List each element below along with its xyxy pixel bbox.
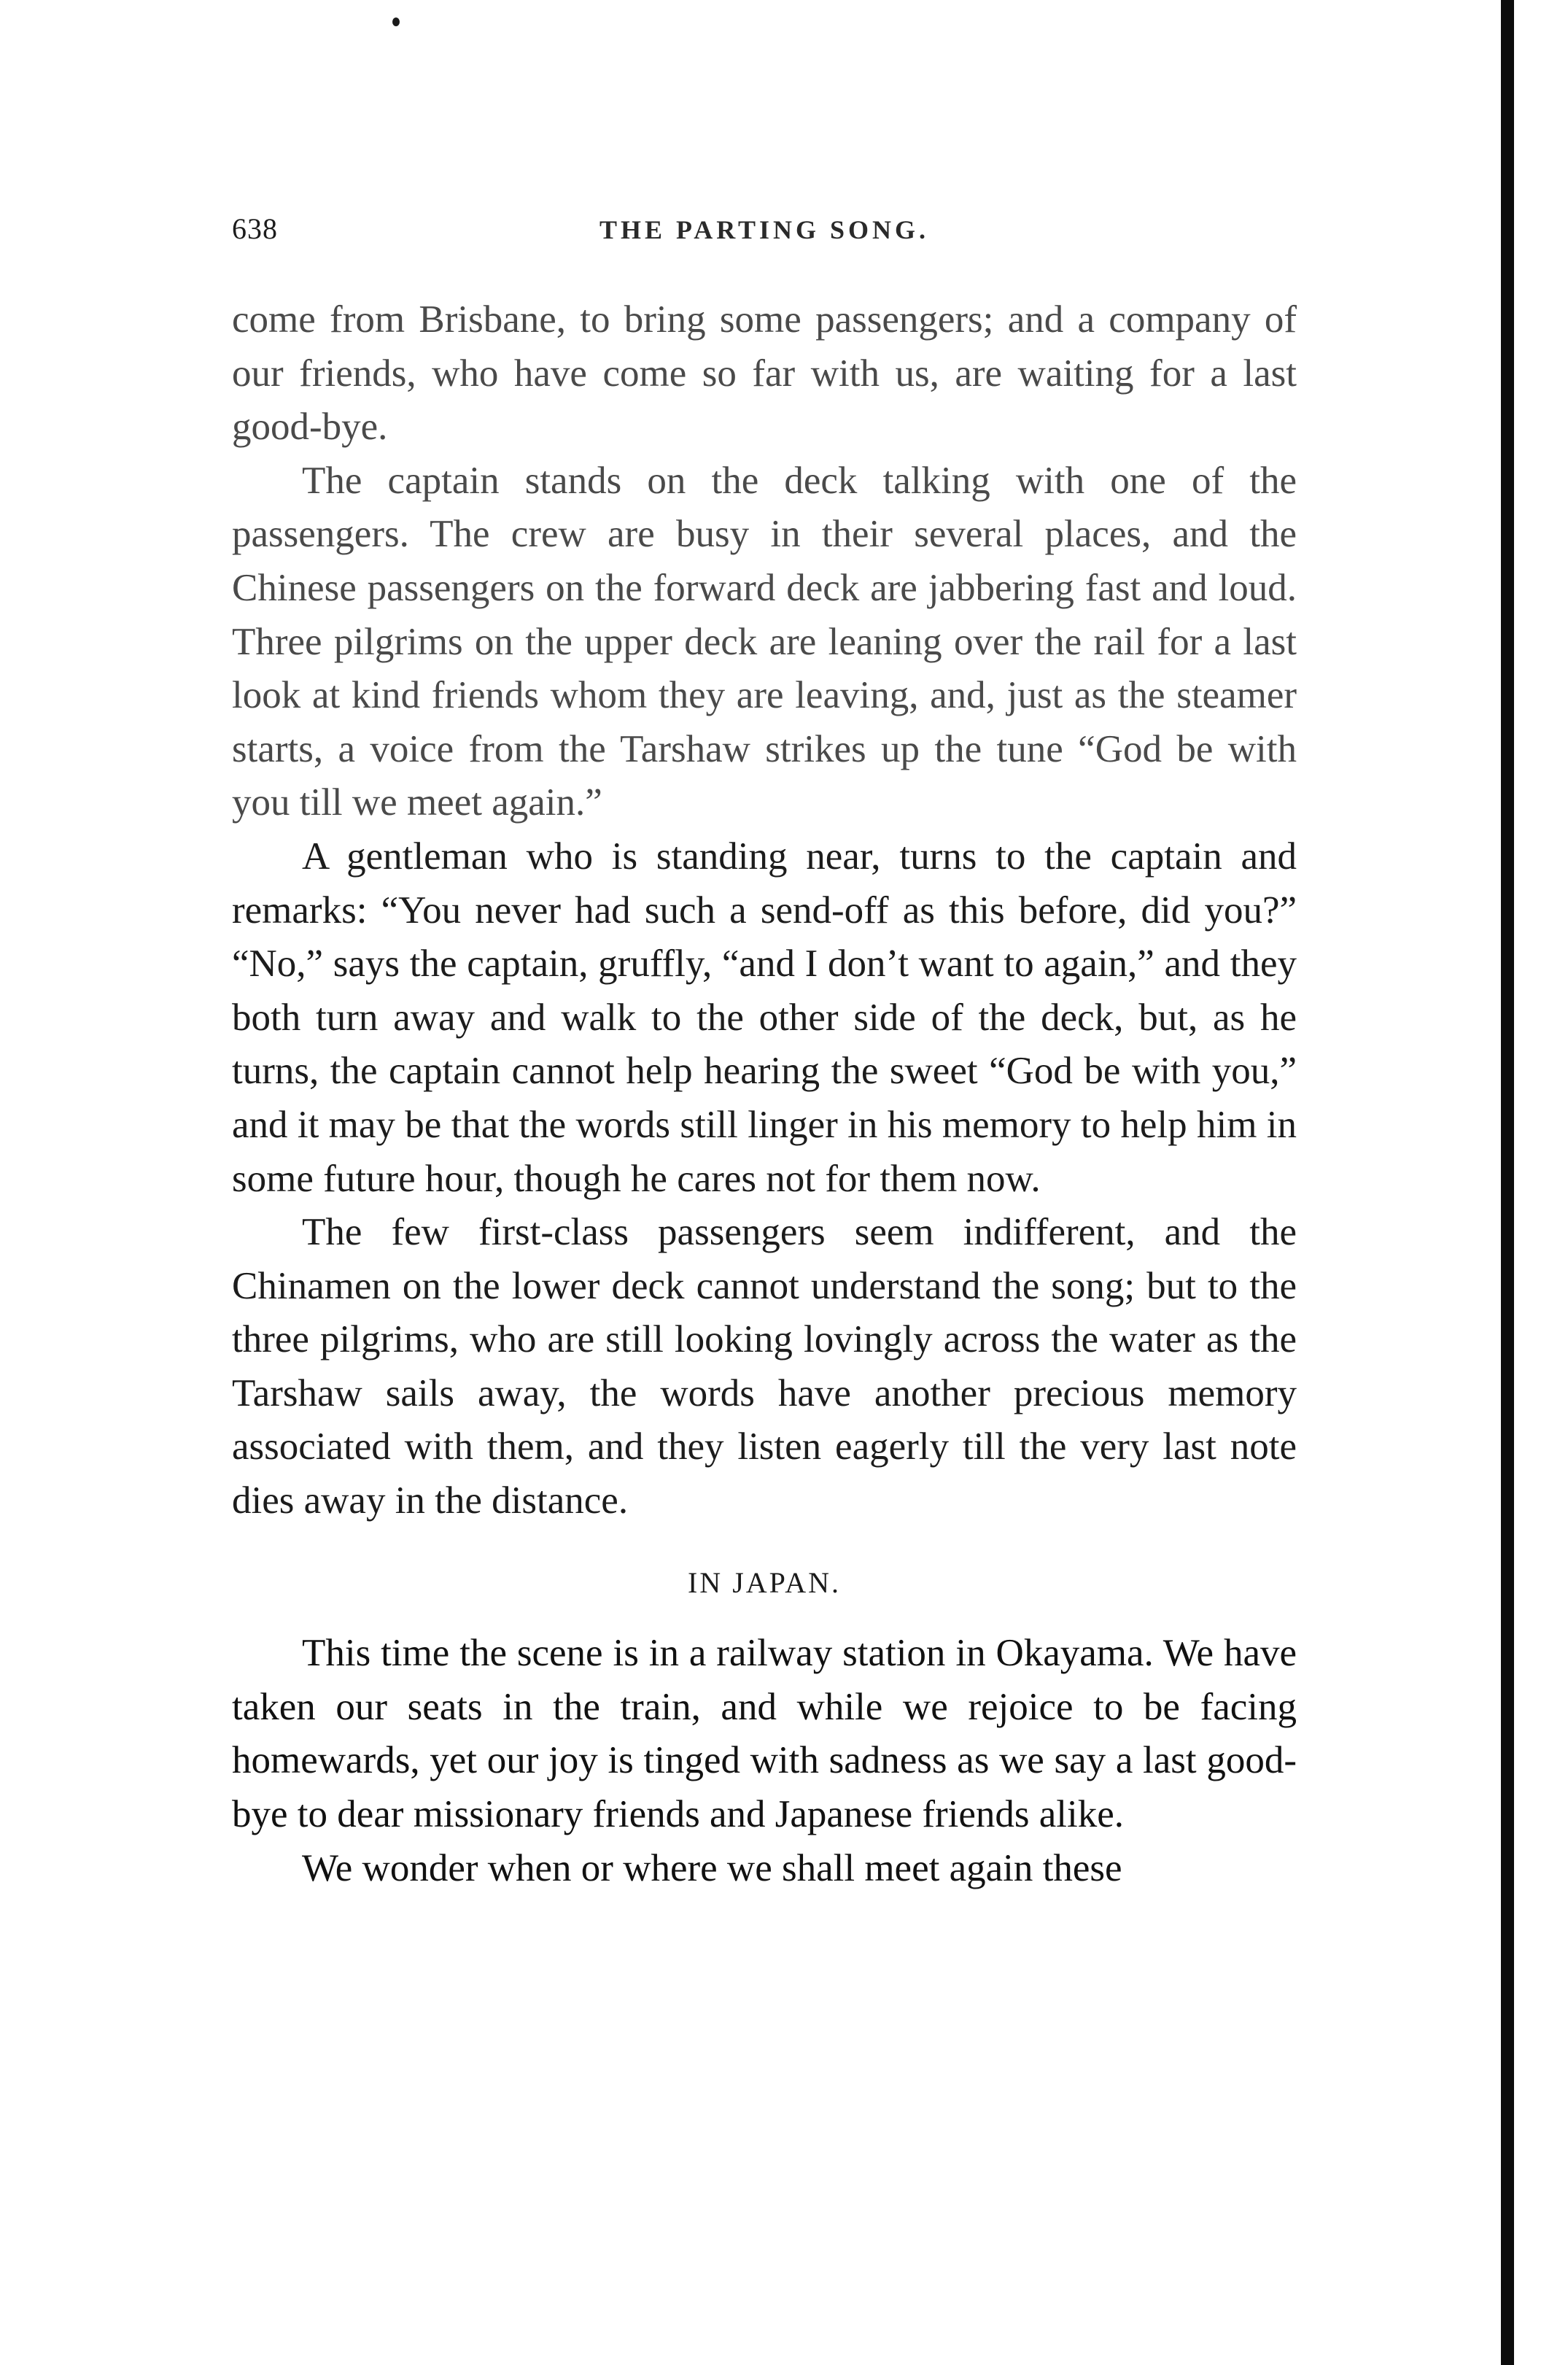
body-text bbox=[232, 293, 1297, 1895]
paragraph-gentleman-remarks: A gentleman who is standing near, turns to the captain and remarks: “You never had such a send-off as this before, did you?” “No,” says the captain, gruffly, “and I don’t want to again,” and they both turn away and walk to the other side of the deck, but, as he turns, the captain cannot help hearing the sweet “God be with you,” and it may be that the words still linger in his memory to help him in some future hour, though he cares not for them now. bbox=[232, 835, 1297, 1200]
section-heading-in-japan: IN JAPAN. bbox=[687, 1565, 841, 1599]
page-edge-shadow bbox=[1501, 0, 1514, 2365]
ink-speck bbox=[392, 18, 400, 26]
adjacent-page-margin bbox=[1514, 0, 1568, 2365]
running-head: THE PARTING SONG. bbox=[599, 215, 930, 244]
page-number: 638 bbox=[232, 212, 278, 245]
paragraph-wonder: We wonder when or where we shall meet again these bbox=[302, 1846, 1122, 1889]
book-page bbox=[232, 212, 1297, 1895]
paragraph-first-class: The few first-class passengers seem indifferent, and the Chinamen on the lower deck cannot understand the song; but to the three pilgrims, who are still looking lovingly across the water as the Tarshaw sails away, the words have another precious memory associated with them, and they listen eagerly till the very last note dies away in the distance. bbox=[232, 1211, 1297, 1522]
page-header bbox=[232, 212, 1297, 255]
paragraph-okayama: This time the scene is in a railway station in Okayama. We have taken our seats in the train, and while we rejoice to be facing homewards, yet our joy is tinged with sadness as we say a last good-bye to dear missionary friends and Japanese friends alike. bbox=[232, 1632, 1297, 1836]
paragraph-captain-deck: The captain stands on the deck talking with one of the passengers. The crew are busy in their several places, and the Chinese passengers on the forward deck are jabbering fast and loud. Three pilgrims on the upper deck are leaning over the rail for a last look at kind friends whom they are leaving, and, just as the steamer starts, a voice from the Tarshaw strikes up the tune “God be with you till we meet again.” bbox=[232, 459, 1297, 824]
paragraph-continued: come from Brisbane, to bring some passengers; and a company of our friends, who have come so far with us, are waiting for a last good-bye. bbox=[232, 298, 1297, 449]
